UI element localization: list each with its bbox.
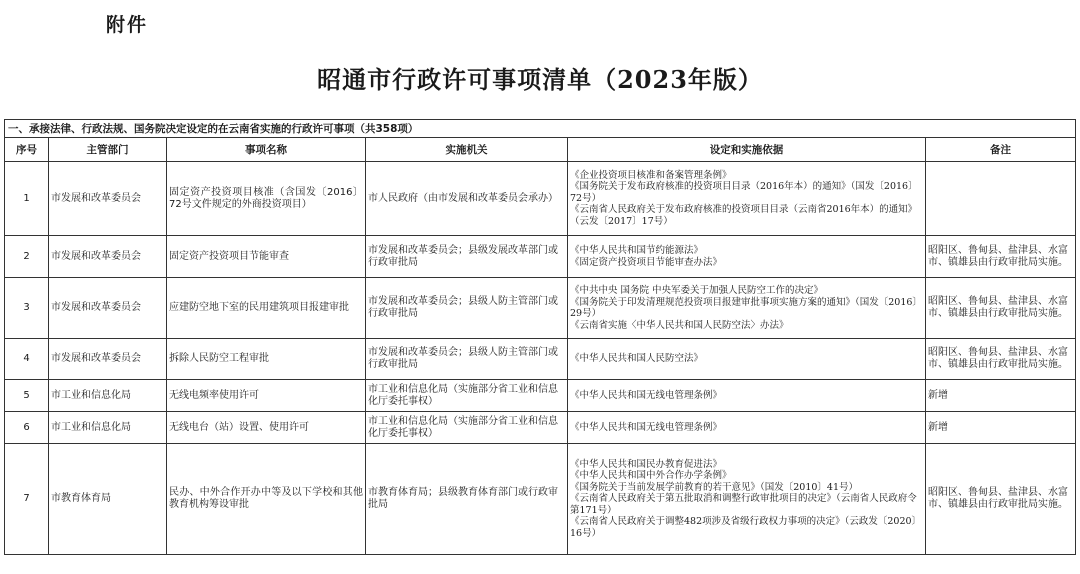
cell-note: 昭阳区、鲁甸县、盐津县、水富市、镇雄县由行政审批局实施。	[926, 339, 1076, 380]
cell-dept: 市教育体育局	[49, 444, 167, 555]
basis-line: 《中华人民共和国人民防空法》	[570, 353, 704, 365]
cell-dept: 市发展和改革委员会	[49, 339, 167, 380]
cell-dept: 市发展和改革委员会	[49, 162, 167, 236]
cell-agency: 市发展和改革委员会；县级人防主管部门或行政审批局	[366, 339, 568, 380]
cell-item: 固定资产投资项目节能审查	[167, 236, 366, 278]
basis-line: 《国务院关于当前发展学前教育的若干意见》（国发〔2010〕41号）	[570, 481, 859, 493]
cell-note: 新增	[926, 380, 1076, 412]
basis-line: 《云南省人民政府关于第五批取消和调整行政审批项目的决定》（云南省人民政府令第171号）	[570, 493, 917, 516]
cell-dept: 市发展和改革委员会	[49, 278, 167, 339]
table-row	[5, 278, 1076, 339]
cell-item: 拆除人民防空工程审批	[167, 339, 366, 380]
cell-seq: 7	[5, 444, 49, 555]
header-basis: 设定和实施依据	[568, 138, 926, 162]
cell-agency: 市工业和信息化局（实施部分省工业和信息化厅委托事权）	[366, 380, 568, 412]
cell-seq: 4	[5, 339, 49, 380]
basis-line: 《中华人民共和国无线电管理条例》	[570, 421, 723, 433]
basis-line: 《国务院关于印发清理规范投资项目报建审批事项实施方案的通知》（国发〔2016〕29号）	[570, 296, 922, 319]
cell-basis	[568, 236, 926, 278]
header-item: 事项名称	[167, 138, 366, 162]
cell-basis	[568, 278, 926, 339]
cell-item: 无线电频率使用许可	[167, 380, 366, 412]
cell-dept: 市发展和改革委员会	[49, 236, 167, 278]
cell-basis	[568, 380, 926, 412]
basis-line: 《国务院关于发布政府核准的投资项目目录（2016年本）的通知》（国发〔2016〕72号）	[570, 181, 918, 204]
table-row	[5, 339, 1076, 380]
cell-note: 昭阳区、鲁甸县、盐津县、水富市、镇雄县由行政审批局实施。	[926, 444, 1076, 555]
cell-note: 新增	[926, 412, 1076, 444]
header-agency: 实施机关	[366, 138, 568, 162]
table-row	[5, 236, 1076, 278]
cell-agency: 市发展和改革委员会；县级人防主管部门或行政审批局	[366, 278, 568, 339]
cell-note: 昭阳区、鲁甸县、盐津县、水富市、镇雄县由行政审批局实施。	[926, 236, 1076, 278]
cell-agency: 市人民政府（由市发展和改革委员会承办）	[366, 162, 568, 236]
basis-line: 《企业投资项目核准和备案管理条例》	[570, 169, 732, 181]
permit-list-table	[4, 119, 1076, 555]
cell-item: 民办、中外合作开办中等及以下学校和其他教育机构筹设审批	[167, 444, 366, 555]
cell-dept: 市工业和信息化局	[49, 412, 167, 444]
cell-agency: 市教育体育局；县级教育体育部门或行政审批局	[366, 444, 568, 555]
cell-dept: 市工业和信息化局	[49, 380, 167, 412]
section-heading: 一、承接法律、行政法规、国务院决定设定的在云南省实施的行政许可事项（共358项）	[5, 120, 1076, 138]
section-heading-row	[5, 120, 1076, 138]
cell-basis	[568, 412, 926, 444]
table-header-row	[5, 138, 1076, 162]
basis-line: 《中华人民共和国节约能源法》	[570, 245, 704, 256]
cell-basis	[568, 444, 926, 555]
basis-line: 《云南省实施〈中华人民共和国人民防空法〉办法》	[570, 319, 789, 331]
header-note: 备注	[926, 138, 1076, 162]
cell-agency: 市发展和改革委员会；县级发展改革部门或行政审批局	[366, 236, 568, 278]
table-row	[5, 380, 1076, 412]
cell-seq: 1	[5, 162, 49, 236]
cell-note: 昭阳区、鲁甸县、盐津县、水富市、镇雄县由行政审批局实施。	[926, 278, 1076, 339]
basis-line: 《中华人民共和国无线电管理条例》	[570, 389, 723, 401]
cell-seq: 6	[5, 412, 49, 444]
basis-line: 《固定资产投资项目节能审查办法》	[570, 256, 723, 268]
header-dept: 主管部门	[49, 138, 167, 162]
basis-line: 《中华人民共和国民办教育促进法》	[570, 458, 723, 470]
basis-line: 《中华人民共和国中外合作办学条例》	[570, 470, 732, 482]
cell-seq: 2	[5, 236, 49, 278]
basis-line: 《云南省人民政府关于发布政府核准的投资项目目录（云南省2016年本）的通知》（云发〔2017〕17号）	[570, 204, 918, 227]
basis-line: 《中共中央 国务院 中央军委关于加强人民防空工作的决定》	[570, 285, 824, 296]
basis-line: 《云南省人民政府关于调整482项涉及省级行政权力事项的决定》（云政发〔2020〕16号）	[570, 516, 922, 539]
table-row	[5, 444, 1076, 555]
cell-note	[926, 162, 1076, 236]
cell-item: 固定资产投资项目核准（含国发〔2016〕72号文件规定的外商投资项目）	[167, 162, 366, 236]
cell-item: 应建防空地下室的民用建筑项目报建审批	[167, 278, 366, 339]
cell-agency: 市工业和信息化局（实施部分省工业和信息化厅委托事权）	[366, 412, 568, 444]
table-row	[5, 162, 1076, 236]
attachment-label: 附件	[106, 14, 149, 36]
cell-basis	[568, 162, 926, 236]
cell-seq: 5	[5, 380, 49, 412]
cell-seq: 3	[5, 278, 49, 339]
document-title: 昭通市行政许可事项清单（2023年版）	[317, 65, 763, 94]
header-seq: 序号	[5, 138, 49, 162]
cell-item: 无线电台（站）设置、使用许可	[167, 412, 366, 444]
cell-basis	[568, 339, 926, 380]
table-row	[5, 412, 1076, 444]
